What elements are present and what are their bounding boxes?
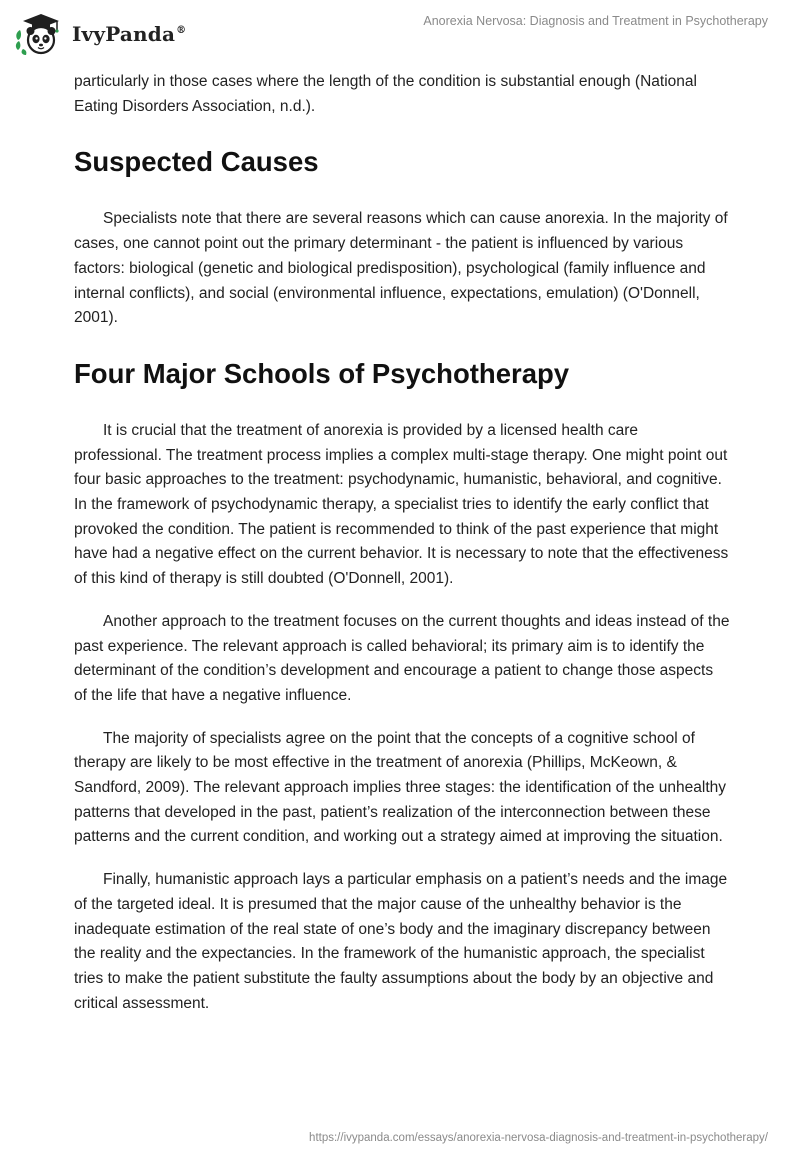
essay-body [74, 70, 730, 1034]
paragraph: Another approach to the treatment focuses on the current thoughts and ideas instead of the past experience. The relevant approach is called behavioral; its primary aim is to identify the determinant of the condition’s development and encourage a patient to change those aspects of the life that have a negative influence. [74, 612, 730, 704]
section-heading-suspected-causes: Suspected Causes [74, 146, 319, 178]
paragraph: Specialists note that there are several reasons which can cause anorexia. In the majority of cases, one cannot point out the primary determinant - the patient is influenced by various factors: biological (genetic and biological predisposition), psychological (family influence and internal conflicts), and social (environmental influence, expectations, emulation) (O'Donnell, 2001). [74, 210, 728, 327]
logo-wordmark: IvyPanda® [72, 22, 187, 46]
panda-graduate-icon [14, 10, 64, 56]
paragraph: It is crucial that the treatment of anorexia is provided by a licensed health care professional. The treatment process implies a complex multi-stage therapy. One might point out four basic approaches to the treatment: psychodynamic, humanistic, behavioral, and cognitive. In the framework of psychodynamic therapy, a specialist tries to identify the early conflict that provoked the condition. The patient is recommended to think of the past experience that might have had a negative effect on the current behavior. It is necessary to note that the effectiveness of this kind of therapy is still doubted (O'Donnell, 2001). [74, 421, 729, 588]
section-heading-four-major-schools: Four Major Schools of Psychotherapy [74, 357, 570, 389]
ivypanda-logo[interactable] [14, 10, 186, 56]
intro-paragraph: particularly in those cases where the length of the condition is substantial enough (National Eating Disorders Association, n.d.). [74, 73, 697, 115]
paragraph: The majority of specialists agree on the point that the concepts of a cognitive school of therapy are likely to be most effective in the treatment of anorexia (Phillips, McKeown, & Sandford, 2009). The relevant approach implies three stages: the identification of the unhealthy patterns that developed in the past, patient’s realization of the interconnection between these patterns and the current condition, and working out a strategy aimed at improving the situation. [74, 729, 726, 846]
document-title: Anorexia Nervosa: Diagnosis and Treatment in Psychotherapy [423, 14, 768, 28]
source-url-link[interactable]: https://ivypanda.com/essays/anorexia-nervosa-diagnosis-and-treatment-in-psychotherapy/ [309, 1132, 768, 1144]
page-header [0, 0, 800, 62]
paragraph: Finally, humanistic approach lays a particular emphasis on a patient’s needs and the image of the targeted ideal. It is presumed that the major cause of the unhealthy behavior is the inadequate estimation of the real state of one’s body and the imaginary discrepancy between the reality and the expectancies. In the framework of the humanistic approach, the specialist tries to make the patient substitute the faulty assumptions about the body by an objective and critical assessment. [74, 871, 728, 1012]
